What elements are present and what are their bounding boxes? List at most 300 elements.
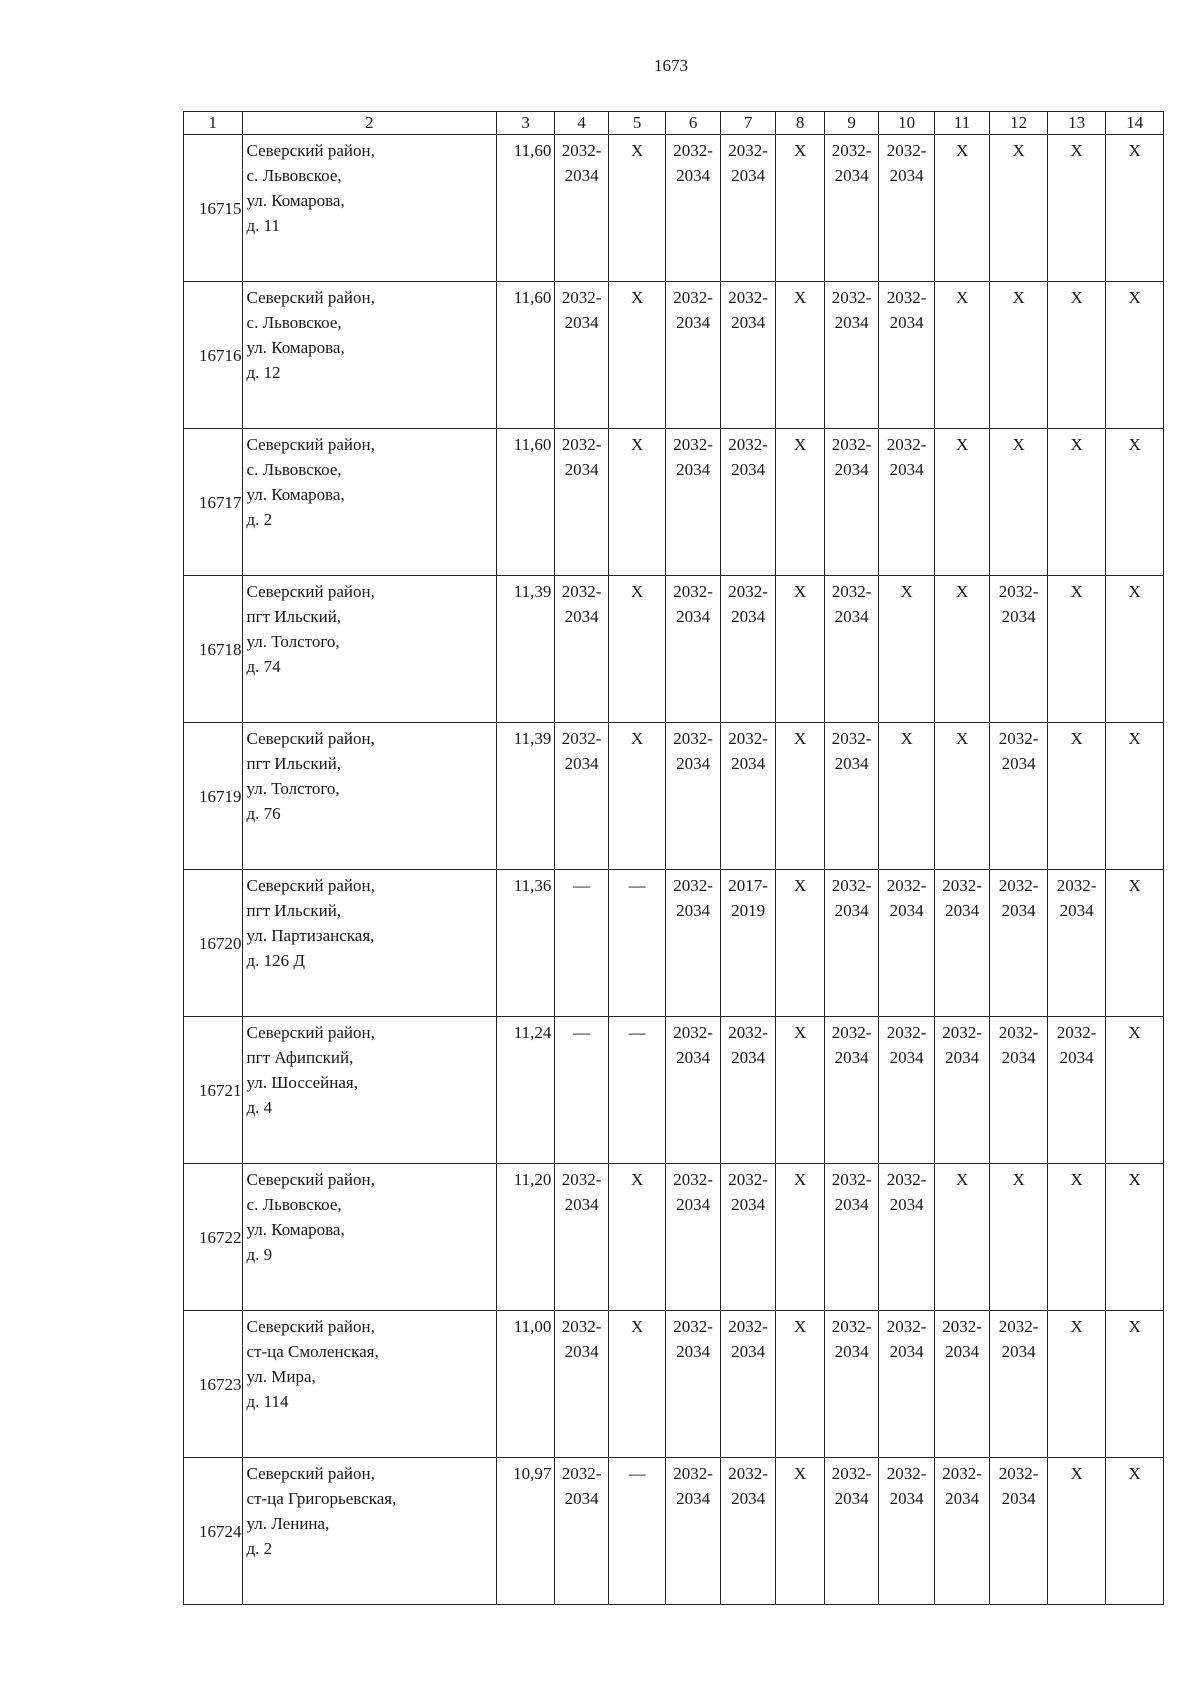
- dash-mark: —: [628, 1464, 646, 1483]
- period-line: 2034: [564, 607, 599, 626]
- period-cell: [990, 1017, 1048, 1164]
- period-cell: [720, 723, 776, 870]
- period-line: 2034: [889, 313, 924, 332]
- period-line: 2032-: [831, 288, 872, 307]
- period-cell: [666, 282, 721, 429]
- column-header: 14: [1106, 112, 1164, 135]
- x-mark: X: [1128, 582, 1141, 601]
- period-line: 2034: [731, 754, 766, 773]
- x-mark: X: [1128, 876, 1141, 895]
- period-cell: [608, 1017, 666, 1164]
- period-cell: [879, 429, 935, 576]
- period-cell: [934, 1311, 990, 1458]
- period-cell: [879, 870, 935, 1017]
- period-line: 2032-: [831, 1023, 872, 1042]
- row-number: 16716: [184, 282, 243, 429]
- period-cell: [934, 1164, 990, 1311]
- period-line: 2032-: [942, 876, 982, 895]
- period-line: 2034: [1001, 901, 1036, 920]
- period-cell: [776, 135, 824, 282]
- x-mark: X: [900, 582, 913, 601]
- address-line: ул. Ленина,: [246, 1514, 330, 1533]
- period-cell: [776, 1458, 824, 1605]
- x-mark: X: [793, 141, 807, 160]
- period-line: 2032-: [673, 141, 713, 160]
- address-line: ул. Толстого,: [246, 632, 340, 651]
- period-line: 2034: [945, 1342, 980, 1361]
- row-number: 16719: [184, 723, 243, 870]
- address-line: д. 2: [246, 1539, 273, 1558]
- address-cell: [242, 1458, 496, 1605]
- column-header: 11: [934, 112, 990, 135]
- period-line: 2034: [1001, 1489, 1036, 1508]
- address-line: пгт Ильский,: [246, 901, 342, 920]
- x-mark: X: [793, 1464, 807, 1483]
- value-cell: 11,39: [496, 723, 555, 870]
- period-line: 2034: [1001, 1048, 1036, 1067]
- period-cell: [1106, 1311, 1164, 1458]
- x-mark: X: [1128, 1023, 1141, 1042]
- period-cell: [555, 1458, 608, 1605]
- period-line: 2032-: [831, 1170, 872, 1189]
- period-cell: [720, 1458, 776, 1605]
- x-mark: X: [630, 288, 644, 307]
- table-row: [184, 576, 1164, 723]
- period-line: 2032-: [561, 582, 602, 601]
- period-line: 2034: [1059, 1048, 1094, 1067]
- dash-mark: —: [628, 1023, 646, 1042]
- period-cell: [555, 576, 608, 723]
- period-cell: [776, 282, 824, 429]
- row-number: 16722: [184, 1164, 243, 1311]
- value-cell: 11,60: [496, 282, 555, 429]
- period-cell: [879, 282, 935, 429]
- period-line: 2034: [731, 313, 766, 332]
- period-cell: [608, 1458, 666, 1605]
- period-line: 2032-: [561, 435, 602, 454]
- address-line: ул. Мира,: [246, 1367, 316, 1386]
- period-cell: [666, 576, 721, 723]
- column-header: 13: [1047, 112, 1106, 135]
- period-cell: [990, 135, 1048, 282]
- period-cell: [990, 1164, 1048, 1311]
- address-line: д. 114: [246, 1392, 289, 1411]
- period-cell: [934, 1458, 990, 1605]
- period-line: 2034: [676, 166, 711, 185]
- period-cell: [720, 1311, 776, 1458]
- period-cell: [666, 870, 721, 1017]
- period-cell: [824, 1311, 879, 1458]
- column-header: 10: [879, 112, 935, 135]
- address-line: д. 11: [246, 216, 281, 235]
- address-line: с. Львовское,: [246, 460, 342, 479]
- period-line: 2032-: [561, 1317, 602, 1336]
- period-line: 2032-: [673, 729, 713, 748]
- period-cell: [879, 576, 935, 723]
- column-header: 7: [720, 112, 776, 135]
- x-mark: X: [1012, 141, 1025, 160]
- x-mark: X: [630, 141, 644, 160]
- address-line: д. 9: [246, 1245, 273, 1264]
- period-line: 2034: [945, 1489, 980, 1508]
- x-mark: X: [1070, 288, 1083, 307]
- address-line: ул. Шоссейная,: [246, 1073, 358, 1092]
- period-line: 2032-: [728, 1023, 768, 1042]
- period-line: 2034: [564, 1195, 599, 1214]
- period-line: 2034: [731, 1048, 766, 1067]
- period-cell: [824, 1458, 879, 1605]
- x-mark: X: [900, 729, 913, 748]
- period-line: 2032-: [728, 141, 768, 160]
- period-cell: [1106, 1017, 1164, 1164]
- dash-mark: —: [628, 876, 646, 895]
- x-mark: X: [630, 1170, 644, 1189]
- period-line: 2034: [1059, 901, 1094, 920]
- table-row: [184, 1164, 1164, 1311]
- x-mark: X: [630, 582, 644, 601]
- period-line: 2034: [731, 607, 766, 626]
- column-header: 4: [555, 112, 608, 135]
- period-line: 2032-: [561, 1464, 602, 1483]
- period-line: 2032-: [673, 1464, 713, 1483]
- period-cell: [666, 1458, 721, 1605]
- period-cell: [666, 1164, 721, 1311]
- address-cell: [242, 576, 496, 723]
- period-cell: [608, 1311, 666, 1458]
- period-line: 2032-: [673, 582, 713, 601]
- dash-mark: —: [573, 1023, 591, 1042]
- period-line: 2034: [834, 901, 869, 920]
- table-row: [184, 723, 1164, 870]
- period-line: 2032-: [728, 729, 768, 748]
- period-line: 2034: [676, 1195, 711, 1214]
- table-row: [184, 135, 1164, 282]
- x-mark: X: [955, 1170, 969, 1189]
- period-cell: [776, 870, 824, 1017]
- table-row: [184, 429, 1164, 576]
- value-cell: 11,36: [496, 870, 555, 1017]
- period-line: 2032-: [831, 582, 872, 601]
- period-cell: [776, 1017, 824, 1164]
- period-line: 2034: [834, 607, 869, 626]
- period-cell: [934, 723, 990, 870]
- period-cell: [879, 1017, 935, 1164]
- period-cell: [879, 1164, 935, 1311]
- table-row: [184, 1311, 1164, 1458]
- address-line: Северский район,: [246, 876, 375, 895]
- period-line: 2034: [676, 607, 711, 626]
- row-number: 16723: [184, 1311, 243, 1458]
- address-cell: [242, 1311, 496, 1458]
- header-row: [184, 112, 1164, 135]
- period-line: 2034: [676, 1342, 711, 1361]
- period-line: 2032-: [728, 1170, 768, 1189]
- period-line: 2032-: [998, 1023, 1039, 1042]
- period-cell: [879, 1311, 935, 1458]
- period-line: 2034: [676, 754, 711, 773]
- period-line: 2032-: [886, 1023, 927, 1042]
- address-line: д. 126 Д: [246, 951, 306, 970]
- row-number: 16721: [184, 1017, 243, 1164]
- period-cell: [879, 135, 935, 282]
- period-line: 2032-: [673, 1170, 713, 1189]
- period-line: 2032-: [728, 1317, 768, 1336]
- period-cell: [990, 576, 1048, 723]
- address-line: Северский район,: [246, 1317, 375, 1336]
- x-mark: X: [1128, 288, 1141, 307]
- period-line: 2034: [676, 1489, 711, 1508]
- period-line: 2032-: [886, 1317, 927, 1336]
- address-line: ул. Комарова,: [246, 191, 345, 210]
- value-cell: 11,60: [496, 429, 555, 576]
- period-cell: [555, 1311, 608, 1458]
- period-cell: [879, 723, 935, 870]
- period-cell: [555, 870, 608, 1017]
- period-cell: [824, 723, 879, 870]
- period-cell: [720, 1017, 776, 1164]
- period-cell: [824, 576, 879, 723]
- period-line: 2032-: [831, 876, 872, 895]
- period-line: 2034: [731, 166, 766, 185]
- period-line: 2034: [945, 901, 980, 920]
- row-number: 16724: [184, 1458, 243, 1605]
- address-line: Северский район,: [246, 1023, 375, 1042]
- x-mark: X: [630, 729, 644, 748]
- address-line: ул. Партизанская,: [246, 926, 375, 945]
- x-mark: X: [630, 1317, 644, 1336]
- period-cell: [720, 282, 776, 429]
- address-cell: [242, 870, 496, 1017]
- address-cell: [242, 1164, 496, 1311]
- period-line: 2032-: [561, 1170, 602, 1189]
- period-line: 2032-: [998, 876, 1039, 895]
- period-cell: [666, 429, 721, 576]
- period-cell: [990, 282, 1048, 429]
- period-line: 2032-: [998, 1464, 1039, 1483]
- period-line: 2017-: [728, 876, 768, 895]
- period-cell: [1106, 870, 1164, 1017]
- column-header: 8: [776, 112, 824, 135]
- period-line: 2032-: [673, 288, 713, 307]
- address-line: д. 76: [246, 804, 281, 823]
- period-cell: [1106, 429, 1164, 576]
- value-cell: 11,60: [496, 135, 555, 282]
- period-cell: [608, 429, 666, 576]
- period-cell: [1047, 282, 1106, 429]
- period-line: 2032-: [561, 141, 602, 160]
- address-line: с. Львовское,: [246, 313, 342, 332]
- period-cell: [555, 282, 608, 429]
- address-line: Северский район,: [246, 1170, 375, 1189]
- x-mark: X: [1128, 141, 1141, 160]
- period-line: 2032-: [998, 582, 1039, 601]
- period-line: 2034: [889, 1342, 924, 1361]
- period-cell: [776, 429, 824, 576]
- period-line: 2032-: [886, 1464, 927, 1483]
- period-line: 2034: [834, 1489, 869, 1508]
- period-cell: [934, 1017, 990, 1164]
- address-line: ул. Комарова,: [246, 485, 345, 504]
- x-mark: X: [1128, 1170, 1141, 1189]
- period-line: 2032-: [886, 288, 927, 307]
- period-cell: [1106, 282, 1164, 429]
- period-line: 2034: [1001, 1342, 1036, 1361]
- address-cell: [242, 135, 496, 282]
- period-line: 2034: [731, 460, 766, 479]
- address-line: Северский район,: [246, 729, 375, 748]
- x-mark: X: [793, 1170, 807, 1189]
- period-cell: [720, 870, 776, 1017]
- column-header: 2: [242, 112, 496, 135]
- period-line: 2032-: [831, 729, 872, 748]
- row-number: 16720: [184, 870, 243, 1017]
- x-mark: X: [793, 729, 807, 748]
- column-header: 1: [184, 112, 243, 135]
- period-line: 2032-: [831, 435, 872, 454]
- value-cell: 11,00: [496, 1311, 555, 1458]
- period-line: 2032-: [886, 435, 927, 454]
- period-cell: [934, 429, 990, 576]
- period-cell: [555, 429, 608, 576]
- address-line: ст-ца Григорьевская,: [246, 1489, 397, 1508]
- address-cell: [242, 1017, 496, 1164]
- period-line: 2034: [676, 901, 711, 920]
- period-cell: [1106, 135, 1164, 282]
- x-mark: X: [793, 582, 807, 601]
- period-line: 2034: [834, 1342, 869, 1361]
- column-header: 12: [990, 112, 1048, 135]
- column-header: 5: [608, 112, 666, 135]
- period-line: 2034: [731, 1342, 766, 1361]
- x-mark: X: [630, 435, 644, 454]
- period-cell: [608, 870, 666, 1017]
- period-cell: [776, 1164, 824, 1311]
- row-number: 16717: [184, 429, 243, 576]
- page-number: 1673: [654, 56, 688, 75]
- period-cell: [934, 282, 990, 429]
- period-line: 2032-: [728, 1464, 768, 1483]
- period-cell: [720, 576, 776, 723]
- address-line: ул. Толстого,: [246, 779, 340, 798]
- period-line: 2032-: [831, 141, 872, 160]
- period-cell: [666, 723, 721, 870]
- address-line: Северский район,: [246, 435, 375, 454]
- period-line: 2034: [731, 1195, 766, 1214]
- period-line: 2034: [676, 460, 711, 479]
- period-line: 2032-: [942, 1317, 982, 1336]
- address-line: д. 74: [246, 657, 281, 676]
- x-mark: X: [1070, 582, 1083, 601]
- period-cell: [608, 282, 666, 429]
- period-cell: [608, 576, 666, 723]
- address-line: Северский район,: [246, 582, 375, 601]
- period-cell: [1047, 135, 1106, 282]
- period-cell: [1106, 1458, 1164, 1605]
- x-mark: X: [1012, 435, 1025, 454]
- period-line: 2032-: [728, 435, 768, 454]
- period-cell: [776, 1311, 824, 1458]
- x-mark: X: [1128, 1317, 1141, 1336]
- period-line: 2032-: [886, 141, 927, 160]
- period-line: 2034: [834, 1195, 869, 1214]
- period-line: 2034: [564, 313, 599, 332]
- address-line: с. Львовское,: [246, 1195, 342, 1214]
- period-line: 2032-: [673, 1317, 713, 1336]
- x-mark: X: [793, 435, 807, 454]
- address-line: ст-ца Смоленская,: [246, 1342, 379, 1361]
- period-cell: [1047, 576, 1106, 723]
- address-line: д. 4: [246, 1098, 273, 1117]
- period-cell: [666, 1311, 721, 1458]
- period-line: 2034: [731, 1489, 766, 1508]
- period-line: 2032-: [942, 1023, 982, 1042]
- x-mark: X: [1070, 1464, 1083, 1483]
- address-cell: [242, 282, 496, 429]
- period-cell: [776, 723, 824, 870]
- table-row: [184, 870, 1164, 1017]
- period-line: 2032-: [673, 1023, 713, 1042]
- period-line: 2034: [564, 1489, 599, 1508]
- x-mark: X: [1070, 435, 1083, 454]
- period-line: 2034: [889, 166, 924, 185]
- address-cell: [242, 429, 496, 576]
- period-cell: [720, 135, 776, 282]
- address-line: ул. Комарова,: [246, 1220, 345, 1239]
- period-cell: [720, 1164, 776, 1311]
- period-line: 2034: [564, 166, 599, 185]
- period-line: 2034: [889, 1048, 924, 1067]
- address-line: Северский район,: [246, 1464, 375, 1483]
- period-line: 2032-: [673, 435, 713, 454]
- x-mark: X: [1070, 729, 1083, 748]
- period-line: 2032-: [1056, 876, 1097, 895]
- x-mark: X: [1070, 1317, 1083, 1336]
- period-line: 2032-: [831, 1464, 872, 1483]
- period-line: 2034: [1001, 754, 1036, 773]
- period-line: 2032-: [998, 1317, 1039, 1336]
- x-mark: X: [955, 141, 969, 160]
- dash-mark: —: [573, 876, 591, 895]
- column-header: 6: [666, 112, 721, 135]
- period-cell: [555, 1164, 608, 1311]
- period-cell: [1047, 1164, 1106, 1311]
- period-line: 2032-: [673, 876, 713, 895]
- period-cell: [824, 1017, 879, 1164]
- period-line: 2032-: [831, 1317, 872, 1336]
- period-cell: [1047, 1458, 1106, 1605]
- period-line: 2032-: [728, 582, 768, 601]
- period-line: 2034: [834, 460, 869, 479]
- period-line: 2034: [889, 901, 924, 920]
- period-cell: [608, 135, 666, 282]
- period-cell: [1106, 1164, 1164, 1311]
- row-number: 16718: [184, 576, 243, 723]
- period-line: 2034: [889, 1195, 924, 1214]
- period-cell: [824, 429, 879, 576]
- address-cell: [242, 723, 496, 870]
- x-mark: X: [955, 582, 969, 601]
- period-cell: [1106, 576, 1164, 723]
- period-line: 2034: [676, 1048, 711, 1067]
- address-line: пгт Ильский,: [246, 607, 342, 626]
- period-line: 2034: [889, 460, 924, 479]
- x-mark: X: [955, 729, 969, 748]
- period-line: 2034: [834, 313, 869, 332]
- period-line: 2034: [1001, 607, 1036, 626]
- value-cell: 11,24: [496, 1017, 555, 1164]
- period-cell: [990, 723, 1048, 870]
- period-line: 2034: [889, 1489, 924, 1508]
